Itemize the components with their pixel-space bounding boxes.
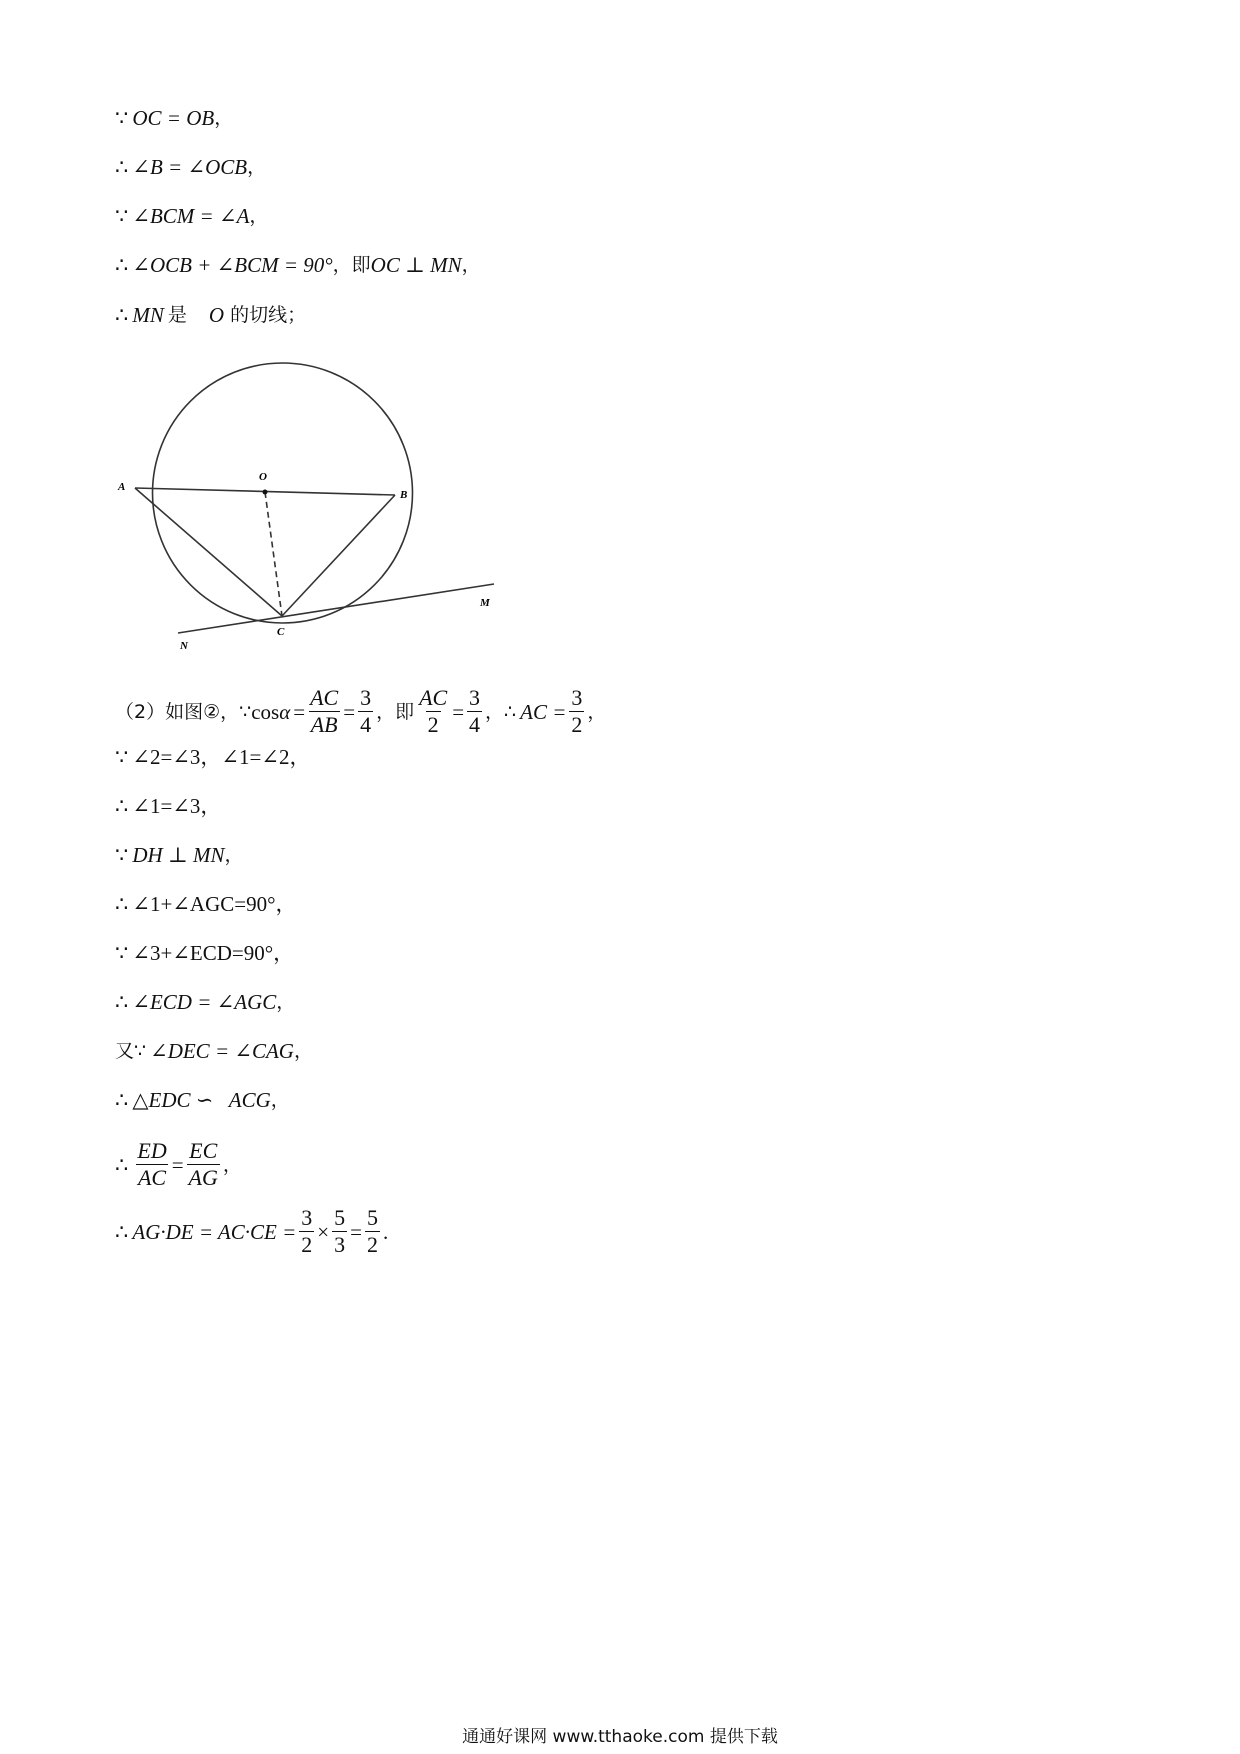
therefore-symbol: ∴ bbox=[115, 794, 129, 818]
punctuation: ， bbox=[247, 156, 267, 178]
chord-ac bbox=[135, 488, 282, 616]
circle-name: O bbox=[208, 303, 225, 327]
text-segment: ，即 bbox=[376, 700, 415, 723]
equation: ∠B = ∠OCB bbox=[132, 155, 248, 179]
punctuation: ， bbox=[214, 107, 234, 129]
line-13 bbox=[115, 1036, 313, 1066]
equation: ∠1=∠3， bbox=[132, 794, 222, 818]
label-c: C bbox=[277, 626, 285, 638]
punctuation: ， bbox=[293, 1040, 313, 1062]
equals-sign: = bbox=[343, 699, 356, 724]
equation: ∠ECD = ∠AGC bbox=[132, 990, 277, 1014]
equation: AC = bbox=[520, 699, 567, 724]
line-9 bbox=[115, 840, 243, 870]
geometry-figure bbox=[110, 350, 510, 650]
numerator: 5 bbox=[366, 1205, 378, 1230]
equation: ∠DEC = ∠CAG bbox=[150, 1039, 294, 1063]
fraction-ec-ag bbox=[187, 1138, 220, 1191]
fraction-ac-2 bbox=[417, 685, 449, 738]
line-11 bbox=[115, 938, 294, 968]
fraction-ac-ab bbox=[308, 685, 340, 738]
numerator: 3 bbox=[469, 685, 481, 710]
label-m: M bbox=[480, 597, 490, 609]
line-16 bbox=[115, 1205, 388, 1258]
because-symbol: ∵ bbox=[115, 843, 129, 867]
equation: ∠1+∠AGC=90°， bbox=[132, 892, 297, 916]
equation: DH ⊥ MN bbox=[132, 843, 225, 867]
equals-sign: = bbox=[171, 1152, 184, 1177]
punctuation: ， bbox=[587, 700, 607, 723]
equation: ∠OCB + ∠BCM = 90° bbox=[132, 253, 333, 277]
numerator: ED bbox=[137, 1138, 167, 1163]
line-name: MN bbox=[132, 303, 164, 327]
denominator: 3 bbox=[334, 1232, 346, 1257]
therefore-symbol: ∴ bbox=[115, 155, 129, 179]
denominator: 4 bbox=[360, 712, 372, 737]
line-5 bbox=[115, 300, 306, 330]
numerator: 3 bbox=[360, 685, 372, 710]
denominator: 2 bbox=[427, 712, 439, 737]
line-7 bbox=[115, 742, 310, 772]
tangent-line-mn bbox=[178, 584, 494, 633]
therefore-symbol: ∴ bbox=[115, 1088, 129, 1112]
line-6 bbox=[115, 685, 606, 738]
times-sign: × bbox=[317, 1219, 330, 1244]
numerator: AC bbox=[419, 685, 448, 710]
also-because-symbol: 又∵ bbox=[115, 1040, 147, 1062]
denominator: 2 bbox=[366, 1232, 378, 1257]
therefore-symbol: ∴ bbox=[115, 1219, 129, 1244]
because-symbol: ∵ bbox=[115, 204, 129, 228]
label-a: A bbox=[118, 481, 126, 493]
denominator: 2 bbox=[301, 1232, 313, 1257]
line-15 bbox=[115, 1138, 242, 1191]
line-2 bbox=[115, 152, 266, 182]
cos-function: cos bbox=[251, 699, 280, 724]
therefore-symbol: ∴ bbox=[115, 990, 129, 1014]
equation: AG·DE = AC·CE = bbox=[132, 1219, 297, 1244]
fraction-5-3 bbox=[332, 1205, 347, 1258]
punctuation: ， bbox=[249, 205, 269, 227]
text-segment: ，∴ bbox=[485, 700, 517, 723]
footer-watermark: 通通好课网 www.tthaoke.com 提供下载 bbox=[462, 1727, 778, 1747]
therefore-symbol: ∴ bbox=[115, 1152, 129, 1177]
line-1 bbox=[115, 103, 233, 133]
similarity-statement: △EDC ∽ ACG bbox=[132, 1088, 271, 1112]
fraction-ed-ac bbox=[135, 1138, 168, 1191]
punctuation: ， bbox=[276, 991, 296, 1013]
numerator: AC bbox=[310, 685, 339, 710]
label-n: N bbox=[180, 640, 188, 650]
denominator: AG bbox=[188, 1165, 218, 1190]
punctuation: ， bbox=[222, 1153, 242, 1176]
circle-o bbox=[153, 363, 413, 623]
alpha-symbol: α bbox=[279, 699, 291, 724]
line-3 bbox=[115, 201, 268, 231]
equation: ∠3+∠ECD=90°， bbox=[132, 941, 295, 965]
therefore-symbol: ∴ bbox=[115, 892, 129, 916]
numerator: 3 bbox=[571, 685, 583, 710]
line-10 bbox=[115, 889, 297, 919]
equals-sign: = bbox=[293, 699, 306, 724]
denominator: AC bbox=[137, 1165, 167, 1190]
equation: OC = OB bbox=[132, 106, 215, 130]
therefore-symbol: ∴ bbox=[115, 253, 129, 277]
therefore-symbol: ∴ bbox=[115, 303, 129, 327]
equation: ∠2=∠3，∠1=∠2， bbox=[132, 745, 311, 769]
text-segment: 的切线； bbox=[230, 304, 307, 326]
chord-bc bbox=[282, 495, 395, 616]
denominator: AB bbox=[310, 712, 338, 737]
text-segment: （2）如图②，∵ bbox=[115, 700, 252, 723]
because-symbol: ∵ bbox=[115, 941, 129, 965]
punctuation: ， bbox=[461, 254, 481, 276]
numerator: EC bbox=[189, 1138, 218, 1163]
denominator: 2 bbox=[571, 712, 583, 737]
fraction-3-4 bbox=[467, 685, 482, 738]
equals-sign: = bbox=[452, 699, 465, 724]
fraction-3-4 bbox=[358, 685, 373, 738]
radius-oc-dashed bbox=[265, 492, 282, 616]
label-o: O bbox=[259, 471, 267, 483]
punctuation: ， bbox=[270, 1089, 290, 1111]
label-b: B bbox=[400, 489, 408, 501]
line-4 bbox=[115, 250, 481, 280]
line-8 bbox=[115, 791, 221, 821]
fraction-3-2 bbox=[569, 685, 584, 738]
period: . bbox=[382, 1219, 389, 1244]
fraction-5-2 bbox=[365, 1205, 380, 1258]
text-segment: 是 bbox=[167, 304, 187, 326]
line-12 bbox=[115, 987, 295, 1017]
equation-perpendicular: OC ⊥ MN bbox=[370, 253, 462, 277]
fraction-3-2 bbox=[299, 1205, 314, 1258]
equals-sign: = bbox=[350, 1219, 362, 1244]
because-symbol: ∵ bbox=[115, 106, 129, 130]
numerator: 5 bbox=[334, 1205, 346, 1230]
denominator: 4 bbox=[469, 712, 481, 737]
center-point-o bbox=[263, 490, 268, 495]
text-segment: ，即 bbox=[332, 254, 371, 276]
numerator: 3 bbox=[301, 1205, 313, 1230]
punctuation: ， bbox=[224, 844, 244, 866]
equation: ∠BCM = ∠A bbox=[132, 204, 250, 228]
because-symbol: ∵ bbox=[115, 745, 129, 769]
line-14 bbox=[115, 1085, 290, 1115]
